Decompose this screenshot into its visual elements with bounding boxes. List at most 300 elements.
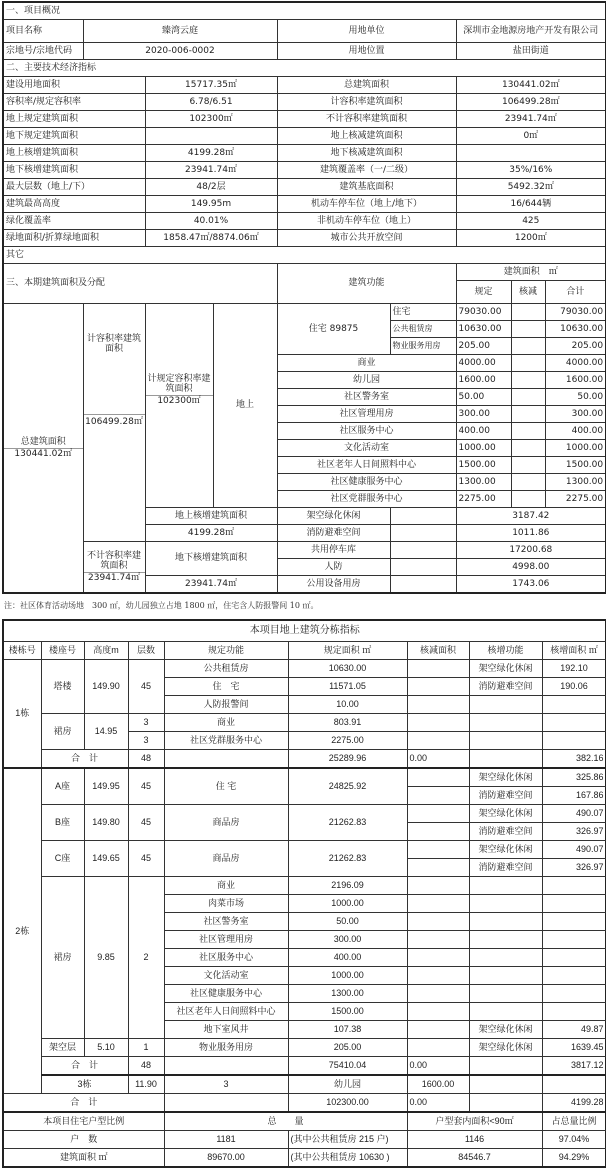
inc-area [542,1003,606,1021]
tower-floors: 45 [128,660,164,714]
reduce-value [511,338,545,355]
indicator-value: 16/644辆 [456,196,606,213]
indicator-label: 计容积率建筑面积 [277,94,456,111]
section3-title: 三、本期建筑面积及分配 [3,264,277,304]
inc-function [469,696,542,714]
block-height: 149.80 [84,805,128,841]
function: 商业 [164,877,288,895]
total-area-value: 130441.02㎡ [4,448,83,459]
indicator-value: 23941.74㎡ [145,162,277,179]
area: 21262.83 [288,841,407,877]
inc-function: 消防避难空间 [469,787,542,805]
spec-value: 10630.00 [456,321,511,338]
total-area-cell [3,304,83,594]
reduce [407,805,469,823]
inc-area: 325.86 [542,768,606,787]
project-summary-table [2,1,606,594]
empty-cell [390,508,456,525]
spec-value: 1600.00 [456,372,511,389]
indicator-label: 建筑基底面积 [277,179,456,196]
indicator-row [3,145,606,162]
inc-function [469,1003,542,1021]
building-table-title: 本项目地上建筑分栋指标 [3,620,606,642]
header-area: 规定面积 ㎡ [288,642,407,660]
area: 1000.00 [288,967,407,985]
header-floors: 层数 [128,642,164,660]
function: 住 宅 [164,678,288,696]
reduce [407,1003,469,1021]
spec-value: 79030.00 [456,304,511,321]
ratio-small: 1146 [407,1131,542,1149]
function: 社区服务中心 [164,949,288,967]
function: 物业服务用房 [164,1039,288,1057]
inc-function [469,732,542,750]
function-name: 社区党群服务中心 [277,491,456,508]
ratio-label: 户 数 [3,1131,164,1149]
area: 107.38 [288,1021,407,1039]
function-name: 文化活动室 [277,440,456,457]
above-ground-label: 地上 [213,304,277,508]
area: 1500.00 [288,1003,407,1021]
inc-function: 消防避难空间 [469,678,542,696]
indicator-value: 23941.74㎡ [456,111,606,128]
ratio-pct: 97.04% [542,1131,606,1149]
spec-far-label: 计规定容积率建筑面积 [147,374,211,395]
inc-function [469,931,542,949]
total-value: 1500.00 [545,457,606,474]
reduce-value [511,440,545,457]
block-tower: 塔楼 [41,660,84,714]
reduce-value [511,372,545,389]
reduce [407,841,469,859]
function: 公共租赁房 [164,660,288,678]
function: 社区老年人日间照料中心 [164,1003,288,1021]
stilt-height: 5.10 [84,1039,128,1057]
reduce [407,787,469,805]
col-total-header: 合计 [545,281,606,304]
podium-floors: 3 [128,714,164,732]
indicator-value: 35%/16% [456,162,606,179]
function-name: 社区健康服务中心 [277,474,456,491]
block-b: B座 [41,805,84,841]
block-a: A座 [41,768,84,805]
reduce-value [511,389,545,406]
function: 地下室风井 [164,1021,288,1039]
spec-value: 1300.00 [456,474,511,491]
inc-function: 架空绿化休闲 [469,1021,542,1039]
podium-height: 9.85 [84,877,128,1039]
ratio-header-total: 总 量 [164,1112,407,1131]
reduce [407,877,469,895]
below-increase-value: 23941.74㎡ [145,576,277,594]
section1-title: 一、项目概况 [3,2,606,20]
area-header: 建筑面积 ㎡ [456,264,606,281]
inc-area: 192.10 [542,660,606,678]
spec-value: 205.00 [456,338,511,355]
col-reduce-header: 核减 [511,281,545,304]
below-function: 人防 [277,559,390,576]
indicator-value [145,128,277,145]
function: 社区管理用房 [164,931,288,949]
above-increase-label: 地上核增建筑面积 [145,508,277,525]
inc-area [542,895,606,913]
area: 2275.00 [288,732,407,750]
spec-value: 300.00 [456,406,511,423]
non-far-cell [83,542,145,594]
inc-function [469,985,542,1003]
reduce [469,1075,542,1094]
ratio-row [3,1149,606,1168]
indicator-value: 106499.28㎡ [456,94,606,111]
indicator-label: 不计容积率建筑面积 [277,111,456,128]
indicator-value: 425 [456,213,606,230]
inc-function [469,877,542,895]
indicator-value: 1858.47㎡/8874.06㎡ [145,230,277,247]
below-function: 共用停车库 [277,542,390,559]
other-label: 其它 [3,247,606,264]
reduce [407,985,469,1003]
block-height: 149.65 [84,841,128,877]
indicator-label: 城市公共开放空间 [277,230,456,247]
subtotal-floors: 48 [128,1057,164,1076]
function: 社区警务室 [164,913,288,931]
indicator-label: 地上规定建筑面积 [3,111,145,128]
parcel-label: 宗地号/宗地代码 [3,43,83,60]
inc-function [469,750,542,769]
subtotal-inc-area: 3817.12 [542,1057,606,1076]
indicator-row [3,230,606,247]
function-name: 幼儿园 [277,372,456,389]
spec-value: 1500.00 [456,457,511,474]
function: 社区党群服务中心 [164,732,288,750]
grand-total-area: 102300.00 [288,1094,407,1113]
indicator-label: 最大层数（地上/下） [3,179,145,196]
reduce [407,732,469,750]
inc-function: 架空绿化休闲 [469,660,542,678]
inc-function [469,1057,542,1076]
land-location-label: 用地位置 [277,43,456,60]
indicator-value [456,145,606,162]
inc-function: 架空绿化休闲 [469,1039,542,1057]
total-value: 1600.00 [545,372,606,389]
area: 205.00 [288,1039,407,1057]
tower-height: 149.90 [84,660,128,714]
indicator-label: 地下核增建筑面积 [3,162,145,179]
inc-area: 326.97 [542,859,606,877]
function [164,1057,288,1076]
building-breakdown-table [2,619,606,1168]
function: 商品房 [164,841,288,877]
total-value: 1000.00 [545,440,606,457]
reduce [407,660,469,678]
function-name: 社区服务中心 [277,423,456,440]
function: 幼儿园 [288,1075,407,1094]
indicator-value: 5492.32㎡ [456,179,606,196]
spec-value: 50.00 [456,389,511,406]
subtotal-area: 25289.96 [288,750,407,769]
indicator-value: 130441.02㎡ [456,77,606,94]
ratio-row [3,1131,606,1149]
reduce [407,895,469,913]
indicator-label: 绿地面积/折算绿地面积 [3,230,145,247]
indicator-row [3,162,606,179]
function-name: 公共租赁房 [390,321,456,338]
function-name: 社区管理用房 [277,406,456,423]
indicator-value: 48/2层 [145,179,277,196]
indicator-value: 102300㎡ [145,111,277,128]
inc-area: 326.97 [542,823,606,841]
reduce [407,768,469,787]
reduce-value [511,474,545,491]
podium-height: 14.95 [84,714,128,750]
function: 文化活动室 [164,967,288,985]
inc-area [542,931,606,949]
inc-area: 49.87 [542,1021,606,1039]
function-name: 社区老年人日间照料中心 [277,457,456,474]
function: 社区健康服务中心 [164,985,288,1003]
below-function: 公用设备用房 [277,576,390,594]
inc-area [542,985,606,1003]
block-floors: 45 [128,841,164,877]
increase-total: 3187.42 [456,508,606,525]
inc-area: 490.07 [542,805,606,823]
subtotal-reduce: 0.00 [407,1057,469,1076]
inc-area: 490.07 [542,841,606,859]
reduce [407,949,469,967]
header-reduce: 核减面积 [407,642,469,660]
area: 803.91 [288,714,407,732]
stilt-floors: 1 [128,1039,164,1057]
function: 人防报警间 [164,696,288,714]
function: 商业 [164,714,288,732]
area: 24825.92 [288,768,407,805]
land-location: 盐田街道 [456,43,606,60]
block-floors: 45 [128,768,164,805]
land-unit: 深圳市金地源房地产开发有限公司 [456,20,606,43]
subtotal-reduce: 0.00 [407,750,469,769]
below-total: 4998.00 [456,559,606,576]
footnote: 注：社区体育活动场地 300 ㎡，幼儿园独立占地 1800 ㎡，住宅含人防报警间 10 ㎡。 [4,601,319,610]
function-header: 建筑功能 [277,264,456,304]
area: 21262.83 [288,805,407,841]
section2-title: 二、主要技术经济指标 [3,60,606,77]
inc-area [542,732,606,750]
reduce-value [511,423,545,440]
reduce-value [511,491,545,508]
inc-function [469,913,542,931]
ratio-small: 84546.7 [407,1149,542,1168]
increase-total: 1011.86 [456,525,606,542]
ratio-total: 89670.00 [164,1149,288,1168]
indicator-row [3,213,606,230]
total-value: 4000.00 [545,355,606,372]
project-name: 臻湾云庭 [83,20,277,43]
empty-cell [390,542,456,559]
grand-total-inc-area: 4199.28 [542,1094,606,1113]
ratio-header-label: 本项目住宅户型比例 [3,1112,164,1131]
building-2: 2栋 [3,768,41,1094]
inc-function [542,1075,606,1094]
reduce [407,931,469,949]
indicator-label: 地下规定建筑面积 [3,128,145,145]
total-value: 79030.00 [545,304,606,321]
subtotal-label: 合 计 [41,750,128,769]
increase-function: 架空绿化休闲 [277,508,390,525]
indicator-row [3,179,606,196]
residential-group: 住宅 89875 [277,304,390,355]
header-row [3,642,606,660]
ratio-note: (其中公共租赁房 215 户) [288,1131,407,1149]
far-area-cell [83,304,145,542]
empty-cell [390,525,456,542]
indicator-label: 建筑最高高度 [3,196,145,213]
inc-area [542,696,606,714]
below-total: 17200.68 [456,542,606,559]
indicator-label: 地上核增建筑面积 [3,145,145,162]
reduce [407,1039,469,1057]
indicator-label: 建筑覆盖率（一/二级） [277,162,456,179]
area: 1600.00 [407,1075,469,1094]
below-total: 1743.06 [456,576,606,594]
increase-function: 消防避难空间 [277,525,390,542]
block-height: 149.95 [84,768,128,805]
reduce [407,967,469,985]
project-name-label: 项目名称 [3,20,83,43]
header-inc-function: 核增功能 [469,642,542,660]
inc-function: 消防避难空间 [469,859,542,877]
b3-floors: 3 [164,1075,288,1094]
function-name: 商业 [277,355,456,372]
inc-function [469,714,542,732]
function [164,750,288,769]
function-name: 社区警务室 [277,389,456,406]
indicator-label: 总建筑面积 [277,77,456,94]
inc-function: 架空绿化休闲 [469,768,542,787]
land-unit-label: 用地单位 [277,20,456,43]
indicator-value: 40.01% [145,213,277,230]
header-block: 楼座号 [41,642,84,660]
block-podium: 裙房 [41,877,84,1039]
grand-total-reduce: 0.00 [407,1094,469,1113]
non-far-value: 23941.74㎡ [84,572,145,583]
empty-cell [390,576,456,594]
indicator-label: 容积率/规定容积率 [3,94,145,111]
spec-value: 2275.00 [456,491,511,508]
reduce-value [511,321,545,338]
indicator-label: 地下核减建筑面积 [277,145,456,162]
block-podium: 裙房 [41,714,84,750]
reduce [407,859,469,877]
inc-area [542,877,606,895]
function: 肉菜市场 [164,895,288,913]
area: 300.00 [288,931,407,949]
reduce [407,678,469,696]
area: 10.00 [288,696,407,714]
reduce [407,696,469,714]
far-area-value: 106499.28㎡ [84,414,145,427]
subtotal-floors: 48 [128,750,164,769]
subtotal-label: 合 计 [41,1057,128,1076]
below-increase-label: 地下核增建筑面积 [145,542,277,576]
podium-floors: 2 [128,877,164,1039]
spec-far-value: 102300㎡ [146,395,213,406]
function-name: 物业服务用房 [390,338,456,355]
ratio-total: 1181 [164,1131,288,1149]
inc-function: 消防避难空间 [469,823,542,841]
spec-far-cell [145,304,213,508]
total-area-label: 总建筑面积 [20,437,66,448]
subtotal-area: 75410.04 [288,1057,407,1076]
ratio-pct: 94.29% [542,1149,606,1168]
total-value: 205.00 [545,338,606,355]
inc-function [469,967,542,985]
inc-function [469,895,542,913]
spec-value: 400.00 [456,423,511,440]
building-3: 3栋 [41,1075,128,1094]
indicator-value: 4199.28㎡ [145,145,277,162]
ratio-label: 建筑面积 ㎡ [3,1149,164,1168]
far-area-label: 计容积率建筑面积 [86,334,141,355]
reduce [407,823,469,841]
indicator-value: 1200㎡ [456,230,606,247]
area: 1000.00 [288,895,407,913]
header-function: 规定功能 [164,642,288,660]
block-stilt: 架空层 [41,1039,84,1057]
inc-area: 190.06 [542,678,606,696]
function: 商品房 [164,805,288,841]
inc-function: 架空绿化休闲 [469,805,542,823]
total-value: 2275.00 [545,491,606,508]
indicator-value: 0㎡ [456,128,606,145]
header-inc-area: 核增面积 ㎡ [542,642,606,660]
indicator-row [3,128,606,145]
function: 住 宅 [164,768,288,805]
reduce-value [511,304,545,321]
b3-height: 11.90 [128,1075,164,1094]
reduce [407,913,469,931]
reduce [407,1021,469,1039]
area: 50.00 [288,913,407,931]
total-value: 1300.00 [545,474,606,491]
indicator-value: 15717.35㎡ [145,77,277,94]
non-far-label: 不计容积率建筑面积 [86,550,141,572]
area: 2196.09 [288,877,407,895]
grand-total-label: 合 计 [3,1094,164,1113]
indicator-row [3,77,606,94]
indicator-label: 非机动车停车位（地上） [277,213,456,230]
inc-area [542,949,606,967]
area: 1300.00 [288,985,407,1003]
indicator-label: 地上核减建筑面积 [277,128,456,145]
total-value: 50.00 [545,389,606,406]
ratio-note: (其中公共租赁房 10630 ) [288,1149,407,1168]
above-increase-value: 4199.28㎡ [145,525,277,542]
inc-function [469,1094,542,1113]
reduce [407,714,469,732]
reduce-value [511,355,545,372]
inc-function: 架空绿化休闲 [469,841,542,859]
inc-area [542,714,606,732]
building-1: 1栋 [3,660,41,769]
reduce-value [511,406,545,423]
inc-area [542,913,606,931]
spec-value: 1000.00 [456,440,511,457]
podium-floors: 3 [128,732,164,750]
inc-function [469,949,542,967]
inc-area [542,967,606,985]
inc-area: 1639.45 [542,1039,606,1057]
function [164,1094,288,1113]
